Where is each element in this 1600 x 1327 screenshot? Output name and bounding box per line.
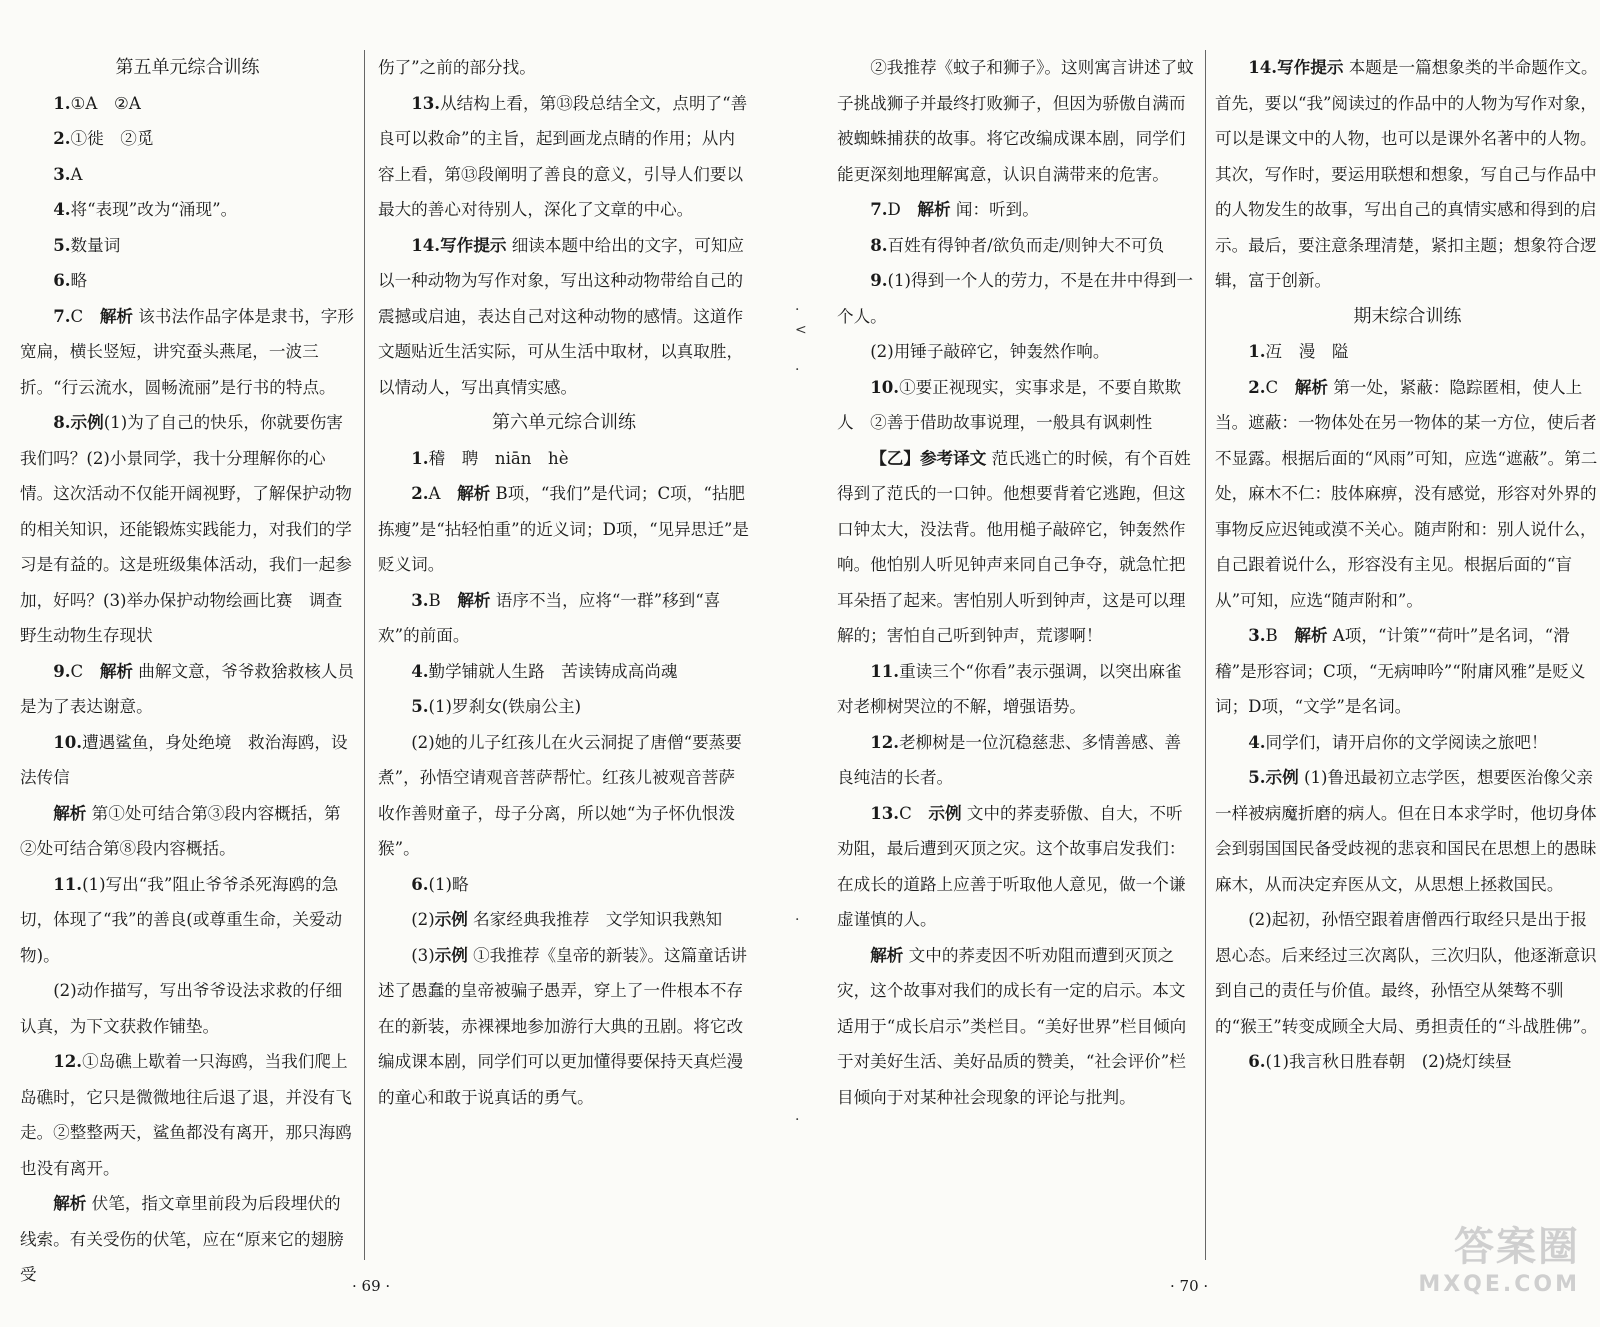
analysis-label: 解析: [99, 305, 133, 326]
binding-mark: ·: [795, 302, 800, 318]
question-number: 11.: [870, 660, 900, 681]
question-number: 8.: [53, 412, 71, 432]
analysis-label: 解析: [870, 944, 904, 965]
analysis-label: 解析: [917, 199, 951, 219]
analysis-label: 解析: [457, 589, 491, 610]
column-divider: [1205, 50, 1206, 1260]
page-number-right: · 70 ·: [1170, 1277, 1209, 1295]
question-number: 6.: [411, 873, 429, 894]
answer-paragraph: [20, 157, 355, 193]
answer-paragraph: [1215, 334, 1600, 370]
analysis-label: 解析: [53, 1193, 87, 1213]
analysis-label: 示例: [1265, 767, 1299, 787]
answer-text: A: [70, 164, 83, 184]
answer-paragraph: [378, 689, 750, 725]
answer-text: 同学们，请开启你的文学阅读之旅吧！: [1265, 732, 1548, 752]
answer-paragraph: [837, 50, 1195, 192]
answer-text: 老柳树是一位沉稳慈悲、多情善感、善良纯洁的长者。: [837, 732, 1182, 787]
answer-paragraph: [20, 1044, 355, 1186]
question-number: 10.: [870, 376, 900, 397]
answer-paragraph: [20, 867, 355, 974]
question-number: 5.: [53, 234, 71, 255]
answer-paragraph: [1215, 725, 1600, 761]
question-number: 2.: [411, 483, 429, 503]
answer-paragraph: [378, 938, 750, 1116]
answer-text: ①徙 ②觅: [70, 129, 154, 148]
analysis-text: 曲解文意，爷爷救猞救核人员是为了表达谢意。: [20, 661, 354, 716]
answer-text: C: [70, 661, 100, 681]
question-number: 13.: [411, 92, 441, 113]
answer-paragraph: [1215, 902, 1600, 1044]
answer-text: 稽 聘 niān hè: [428, 448, 569, 468]
question-number: 11.: [53, 873, 83, 894]
answer-paragraph: [20, 725, 355, 796]
question-number: 3.: [1248, 625, 1266, 645]
question-number: 6.: [1248, 1051, 1266, 1071]
answer-text: B: [428, 590, 458, 610]
answer-text: (2): [411, 910, 435, 929]
analysis-text: 第一处，紧蔽：隐踪匿相，使人上当。遮蔽：一物体处在另一物体的某一方位，使后者不显露。根据后面的“风雨”可知，应选“遮蔽”。第二处，麻木不仁：肢体麻痹，没有感觉，形容对外界的事物反应迟钝或漠不关心。随声附和：别人说什么，自己跟着说什么，形容没有主见。根据后面的“盲从”可知，应选“随声附和”。: [1215, 377, 1598, 610]
analysis-text: 第①处可结合第③段内容概括，第②处可结合第⑧段内容概括。: [20, 803, 341, 858]
question-number: 7.: [870, 199, 888, 219]
question-number: 4.: [411, 660, 429, 681]
left-column-2: [378, 50, 750, 1115]
binding-mark: ·: [795, 912, 800, 928]
answer-paragraph: [20, 654, 355, 725]
question-number: 5.: [411, 696, 429, 716]
answer-text: (1)我言秋日胜春朝 (2)烧灯续昼: [1265, 1052, 1512, 1071]
answer-paragraph: [1215, 618, 1600, 725]
answer-text: (3): [411, 945, 435, 965]
answer-text: C: [899, 803, 929, 823]
analysis-label: 解析: [53, 802, 87, 823]
answer-paragraph: [378, 583, 750, 654]
answer-text: 勤学铺就人生路 苦读铸成高尚魂: [428, 661, 678, 681]
answer-text: 遭遇鲨鱼，身处绝境 救治海鸥，设法传信: [20, 732, 348, 787]
question-number: 3.: [411, 589, 429, 610]
answer-text: (2)用锤子敲碎它，钟轰然作响。: [870, 342, 1110, 361]
answer-paragraph: [837, 725, 1195, 796]
question-number: 1.: [53, 92, 71, 113]
answer-paragraph: [20, 405, 355, 654]
question-number: 14.: [411, 234, 441, 255]
page-number-left: · 69 ·: [352, 1277, 391, 1295]
analysis-label: 写作提示: [440, 234, 507, 255]
analysis-text: 该书法作品字体是隶书，字形宽扁，横长竖短，讲究蚕头燕尾，一波三折。“行云流水，圆畅流丽”是行书的特点。: [20, 306, 354, 397]
section-heading: 期末综合训练: [1353, 305, 1462, 327]
answer-paragraph: [837, 654, 1195, 725]
left-column-1: [20, 50, 355, 1293]
analysis-text: 细读本题中给出的文字，可知应以一种动物为写作对象，写出这种动物带给自己的震撼或启迪，表达自己对这种动物的感情。这道作文题贴近生活实际，可从生活中取材，以真取胜，以情动人，写出真情实感。: [378, 235, 745, 397]
answer-paragraph: [20, 796, 355, 867]
answer-text: 将“表现”改为“涌现”。: [70, 200, 238, 219]
answer-text: A: [428, 484, 458, 503]
answer-text: ②我推荐《蚊子和狮子》。这则寓言讲述了蚊子挑战狮子并最终打败狮子，但因为骄傲自满而被蜘蛛捕获的故事。将它改编成课本剧，同学们能更深刻地理解寓意，认识自满带来的危害。: [837, 58, 1194, 184]
question-number: 2.: [53, 128, 71, 148]
question-number: 9.: [53, 660, 71, 681]
answer-paragraph: [378, 228, 750, 406]
analysis-text: 文中的荞麦因不听劝阻而遭到灭顶之灾，这个故事对我们的成长有一定的启示。本文适用于“成长启示”类栏目。“美好世界”栏目倾向于对美好生活、美好品质的赞美，“社会评价”栏目倾向于对某种社会现象的评论与批判。: [837, 945, 1187, 1107]
answer-text: (2)起初，孙悟空跟着唐僧西行取经只是出于报恩心态。后来经过三次离队，三次归队，他逐渐意识到自己的责任与价值。最终，孙悟空从桀骜不驯的“猴王”转变成顾全大局、勇担责任的“斗战胜佛”。: [1215, 910, 1598, 1036]
watermark-logo: [1418, 1215, 1580, 1297]
right-column-1: [837, 50, 1195, 1115]
answer-paragraph: [378, 725, 750, 867]
analysis-text: (1)鲁迅最初立志学医，想要医治像父亲一样被病魔折磨的病人。但在日本求学时，他切身体会到弱国国民备受歧视的悲哀和国民在思想上的愚昧麻木，从而决定弃医从文，从思想上拯救国民。: [1215, 768, 1597, 894]
answer-paragraph: [20, 121, 355, 157]
answer-text: 冱 漫 隘: [1265, 342, 1349, 361]
answer-text: C: [1265, 377, 1295, 397]
question-number: 12.: [53, 1051, 83, 1071]
binding-mark: ·: [795, 1112, 800, 1128]
analysis-label: 【乙】参考译文: [870, 447, 987, 468]
answer-paragraph: [20, 263, 355, 299]
column-divider: [364, 50, 365, 1260]
answer-text: B: [1265, 626, 1295, 645]
question-number: 6.: [53, 270, 71, 290]
binding-mark: ·: [795, 362, 800, 378]
answer-paragraph: [378, 902, 750, 938]
answer-text: (2)她的儿子红孩儿在火云洞捉了唐僧“要蒸要煮”，孙悟空请观音菩萨帮忙。红孩儿被观音菩萨收作善财童子，母子分离，所以她“为子怀仇恨泼猴”。: [378, 732, 742, 858]
answer-paragraph: [20, 299, 355, 406]
answer-paragraph: [837, 370, 1195, 441]
answer-paragraph: [378, 86, 750, 228]
answer-paragraph: [837, 334, 1195, 370]
analysis-label: 解析: [1294, 625, 1328, 645]
left-page: [0, 0, 790, 1327]
analysis-label: 写作提示: [1277, 57, 1344, 77]
section-heading: 第五单元综合训练: [115, 57, 260, 78]
answer-paragraph: [20, 973, 355, 1044]
question-number: 7.: [53, 305, 71, 326]
question-number: 2.: [1248, 376, 1266, 397]
question-number: 12.: [870, 731, 900, 752]
answer-text: (1)罗刹女(铁扇公主): [428, 697, 582, 716]
analysis-text: (1)为了自己的快乐，你就要伤害我们吗？(2)小景同学，我十分理解你的心情。这次活动不仅能开阔视野，了解保护动物的相关知识，还能锻炼实践能力，对我们的学习是有益的。这是班级集体活动，我们一起参加，好吗？(3)举办保护动物绘画比赛 调查野生动物生存现状: [20, 413, 352, 645]
analysis-text: 语序不当，应将“一群”移到“喜欢”的前面。: [378, 590, 721, 645]
question-number: 4.: [53, 199, 71, 219]
question-number: 13.: [870, 802, 900, 823]
question-number: 5.: [1248, 767, 1266, 787]
right-page: [815, 0, 1600, 1327]
analysis-text: 范氏逃亡的时候，有个百姓得到了范氏的一口钟。他想要背着它逃跑，但这口钟太大，没法背。他用槌子敲碎它，钟轰然作响。他怕别人听见钟声来同自己争夺，就急忙把耳朵捂了起来。害怕别人听到钟声，这是可以理解的；害怕自己听到钟声，荒谬啊！: [837, 448, 1191, 645]
analysis-text: 名家经典我推荐 文学知识我熟知: [467, 910, 723, 929]
answer-paragraph: [20, 1186, 355, 1293]
answer-paragraph: [837, 796, 1195, 938]
analysis-text: ①我推荐《皇帝的新装》。这篇童话讲述了愚蠢的皇帝被骗子愚弄，穿上了一件根本不存在的新装，赤裸裸地参加游行大典的丑剧。将它改编成课本剧，同学们可以更加懂得要保持天真烂漫的童心和敢于说真话的勇气。: [378, 945, 747, 1107]
answer-paragraph: [837, 441, 1195, 654]
answer-paragraph: [378, 476, 750, 583]
analysis-text: B项，“我们”是代词；C项，“拈肥拣瘦”是“拈轻怕重”的近义词；D项，“见异思迁”是贬义词。: [378, 484, 750, 574]
analysis-text: A项，“计策”“荷叶”是名词，“滑稽”是形容词；C项，“无病呻吟”“附庸风雅”是贬义词；D项，“文学”是名词。: [1215, 626, 1586, 716]
answer-paragraph: [837, 263, 1195, 334]
analysis-label: 解析: [1294, 376, 1328, 397]
analysis-text: 文中的荞麦骄傲、自大，不听劝阻，最后遭到灭顶之灾。这个故事启发我们：在成长的道路上应善于听取他人意见，做一个谦虚谨慎的人。: [837, 803, 1186, 929]
answer-text: (1)写出“我”阻止爷爷杀死海鸥的急切，体现了“我”的善良(或尊重生命，关爱动物)。: [20, 874, 343, 965]
question-number: 9.: [870, 270, 888, 290]
answer-text: 重读三个“你看”表示强调，以突出麻雀对老柳树哭泣的不解，增强语势。: [837, 661, 1182, 716]
answer-paragraph: [20, 86, 355, 122]
answer-text: (1)略: [428, 874, 469, 894]
section-heading: 第六单元综合训练: [492, 412, 636, 433]
question-number: 8.: [870, 234, 888, 255]
question-number: 1.: [411, 447, 429, 468]
answer-text: ①要正视现实，实事求是，不要自欺欺人 ②善于借助故事说理，一般具有讽刺性: [837, 377, 1182, 432]
question-number: 4.: [1248, 731, 1266, 752]
answer-paragraph: [1215, 760, 1600, 902]
answer-text: 百姓有得钟者/欲负而走/则钟大不可负: [887, 235, 1165, 255]
answer-paragraph: [837, 228, 1195, 264]
answer-text: ①岛礁上歇着一只海鸥，当我们爬上岛礁时，它只是微微地往后退了退，并没有飞走。②整整两天，鲨鱼都没有离开，那只海鸥也没有离开。: [20, 1052, 352, 1178]
analysis-text: 闻：听到。: [950, 200, 1039, 219]
question-number: 3.: [53, 163, 71, 184]
answer-text: ①A ②A: [70, 93, 141, 113]
question-number: 1.: [1248, 341, 1266, 361]
answer-paragraph: [837, 938, 1195, 1116]
answer-paragraph: [837, 192, 1195, 228]
answer-paragraph: [378, 50, 750, 86]
watermark-text: 答案圈: [1454, 1224, 1580, 1270]
answer-paragraph: [378, 654, 750, 690]
answer-paragraph: [378, 867, 750, 903]
answer-text: 从结构上看，第⑬段总结全文，点明了“善良可以救命”的主旨，起到画龙点睛的作用；从内容上看，第⑬段阐明了善良的意义，引导人们要以最大的善心对待别人，深化了文章的中心。: [378, 93, 748, 219]
right-column-2: [1215, 50, 1600, 1080]
answer-text: (2)动作描写，写出爷爷设法求救的仔细认真，为下文获救作铺垫。: [20, 981, 343, 1036]
question-number: 10.: [53, 731, 83, 752]
analysis-label: 示例: [928, 802, 962, 823]
analysis-label: 示例: [434, 909, 468, 929]
answer-paragraph: [1215, 1044, 1600, 1080]
answer-paragraph: [20, 228, 355, 264]
answer-text: 略: [70, 271, 88, 290]
answer-paragraph: [1215, 370, 1600, 619]
analysis-text: 本题是一篇想象类的半命题作文。首先，要以“我”阅读过的作品中的人物为写作对象，可以是课文中的人物，也可以是课外名著中的人物。其次，写作时，要运用联想和想象，写自己与作品中的人物发生的故事，写出自己的真情实感和得到的启示。最后，要注意条理清楚，紧扣主题；想象符合逻辑，富于创新。: [1215, 58, 1598, 290]
analysis-label: 解析: [457, 483, 491, 503]
answer-paragraph: [20, 192, 355, 228]
analysis-label: 解析: [99, 660, 133, 681]
answer-text: (1)得到一个人的劳力，不是在井中得到一个人。: [837, 271, 1194, 326]
analysis-label: 示例: [434, 944, 468, 965]
watermark-url: MXQE.COM: [1418, 1272, 1580, 1297]
question-number: 14.: [1248, 57, 1278, 77]
answer-text: C: [70, 306, 100, 326]
answer-text: 数量词: [70, 235, 121, 255]
analysis-label: 示例: [70, 412, 104, 432]
answer-text: 伤了”之前的部分找。: [378, 58, 536, 77]
analysis-text: 伏笔，指文章里前段为后段埋伏的线索。有关受伤的伏笔，应在“原来它的翅膀受: [20, 1194, 344, 1284]
answer-text: D: [887, 200, 918, 219]
answer-paragraph: [378, 441, 750, 477]
binding-mark: <: [795, 322, 807, 338]
answer-paragraph: [1215, 50, 1600, 299]
